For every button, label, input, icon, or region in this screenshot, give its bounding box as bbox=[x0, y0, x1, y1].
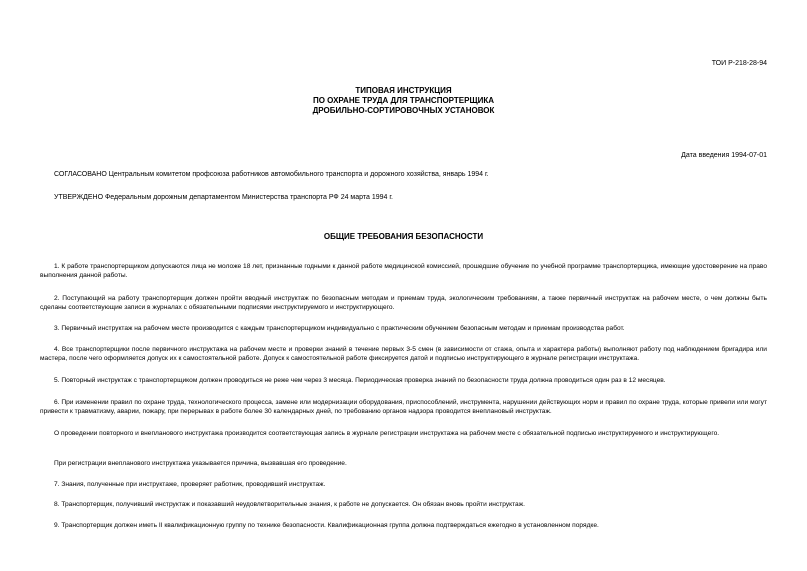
introduction-date: Дата введения 1994-07-01 bbox=[681, 152, 767, 159]
title-line-1: ТИПОВАЯ ИНСТРУКЦИЯ bbox=[355, 86, 452, 95]
paragraph-9: 9. Транспортерщик должен иметь II квалификационную группу по технике безопасности. Квалификационная группа должна подтверждаться ежегодно в установленном порядке. bbox=[54, 522, 599, 529]
approved-statement: УТВЕРЖДЕНО Федеральным дорожным департаментом Министерства транспорта РФ 24 марта 1994 г. bbox=[54, 194, 393, 201]
paragraph-7: 7. Знания, полученные при инструктаже, проверяет работник, проводивший инструктаж. bbox=[54, 481, 326, 488]
paragraph-3: 3. Первичный инструктаж на рабочем месте производится с каждым транспортерщиком индивидуально с практическим обучением безопасным методам и приемам производства работ. bbox=[54, 325, 625, 332]
paragraph-6: 6. При изменении правил по охране труда, технологического процесса, замене или модернизации оборудования, приспособлений, инструмента, нарушении действующих норм и правил по охране труда, которые привели или могут привести к травматизму, аварии, пожару, при перерывах в работе более 30 календарных дней, по требованию органов надзора проводится внеплановый инструктаж. bbox=[40, 399, 767, 415]
document-title bbox=[0, 86, 807, 116]
agreed-statement: СОГЛАСОВАНО Центральным комитетом профсоюза работников автомобильного транспорта и дорожного хозяйства, январь 1994 г. bbox=[54, 171, 489, 178]
paragraph-8: 8. Транспортерщик, получивший инструктаж и показавший неудовлетворительные знания, к работе не допускается. Он обязан вновь пройти инструктаж. bbox=[54, 501, 525, 508]
title-line-3: ДРОБИЛЬНО-СОРТИРОВОЧНЫХ УСТАНОВОК bbox=[312, 106, 495, 115]
document-code: ТОИ Р-218-28-94 bbox=[711, 60, 767, 67]
paragraph-6-note-repeat: О проведении повторного и внепланового инструктажа производится соответствующая запись в журнале регистрации инструктажа на рабочем месте с обязательной подписью инструктируемого и инструктирующего. bbox=[54, 430, 720, 437]
paragraph-4: 4. Все транспортерщики после первичного инструктажа на рабочем месте и проверки знаний в течение первых 3-5 смен (в зависимости от стажа, опыта и характера работы) выполняют работу под наблюдением бригадира или мастера, после чего оформляется допуск их к самостоятельной работе. Допуск к самостоятельной работе фиксируется датой и подписью инструктирующего в журнале регистрации инструктажа. bbox=[40, 346, 767, 362]
paragraph-2: 2. Поступающий на работу транспортерщик должен пройти вводный инструктаж по безопасным методам и приемам труда, экологическим требованиям, а также первичный инструктаж на рабочем месте, о чем должны быть сделаны соответствующие записи в журналах с обязательными подписями инструктируемого и инструктирующего. bbox=[40, 295, 767, 311]
paragraph-6-note-reason: При регистрации внепланового инструктажа указывается причина, вызвавшая его проведение. bbox=[54, 460, 347, 467]
title-line-2: ПО ОХРАНЕ ТРУДА ДЛЯ ТРАНСПОРТЕРЩИКА bbox=[312, 96, 495, 105]
paragraph-5: 5. Повторный инструктаж с транспортерщиком должен проводиться не реже чем через 3 месяца. Периодическая проверка знаний по безопасности труда должна проводиться один раз в 12 месяцев. bbox=[54, 377, 666, 384]
paragraph-1: 1. К работе транспортерщиком допускаются лица не моложе 18 лет, признанные годными к данной работе медицинской комиссией, прошедшие обучение по учебной программе транспортерщика, имеющие удостоверение на право выполнения данной работы. bbox=[40, 263, 767, 279]
section-heading: ОБЩИЕ ТРЕБОВАНИЯ БЕЗОПАСНОСТИ bbox=[323, 232, 484, 241]
